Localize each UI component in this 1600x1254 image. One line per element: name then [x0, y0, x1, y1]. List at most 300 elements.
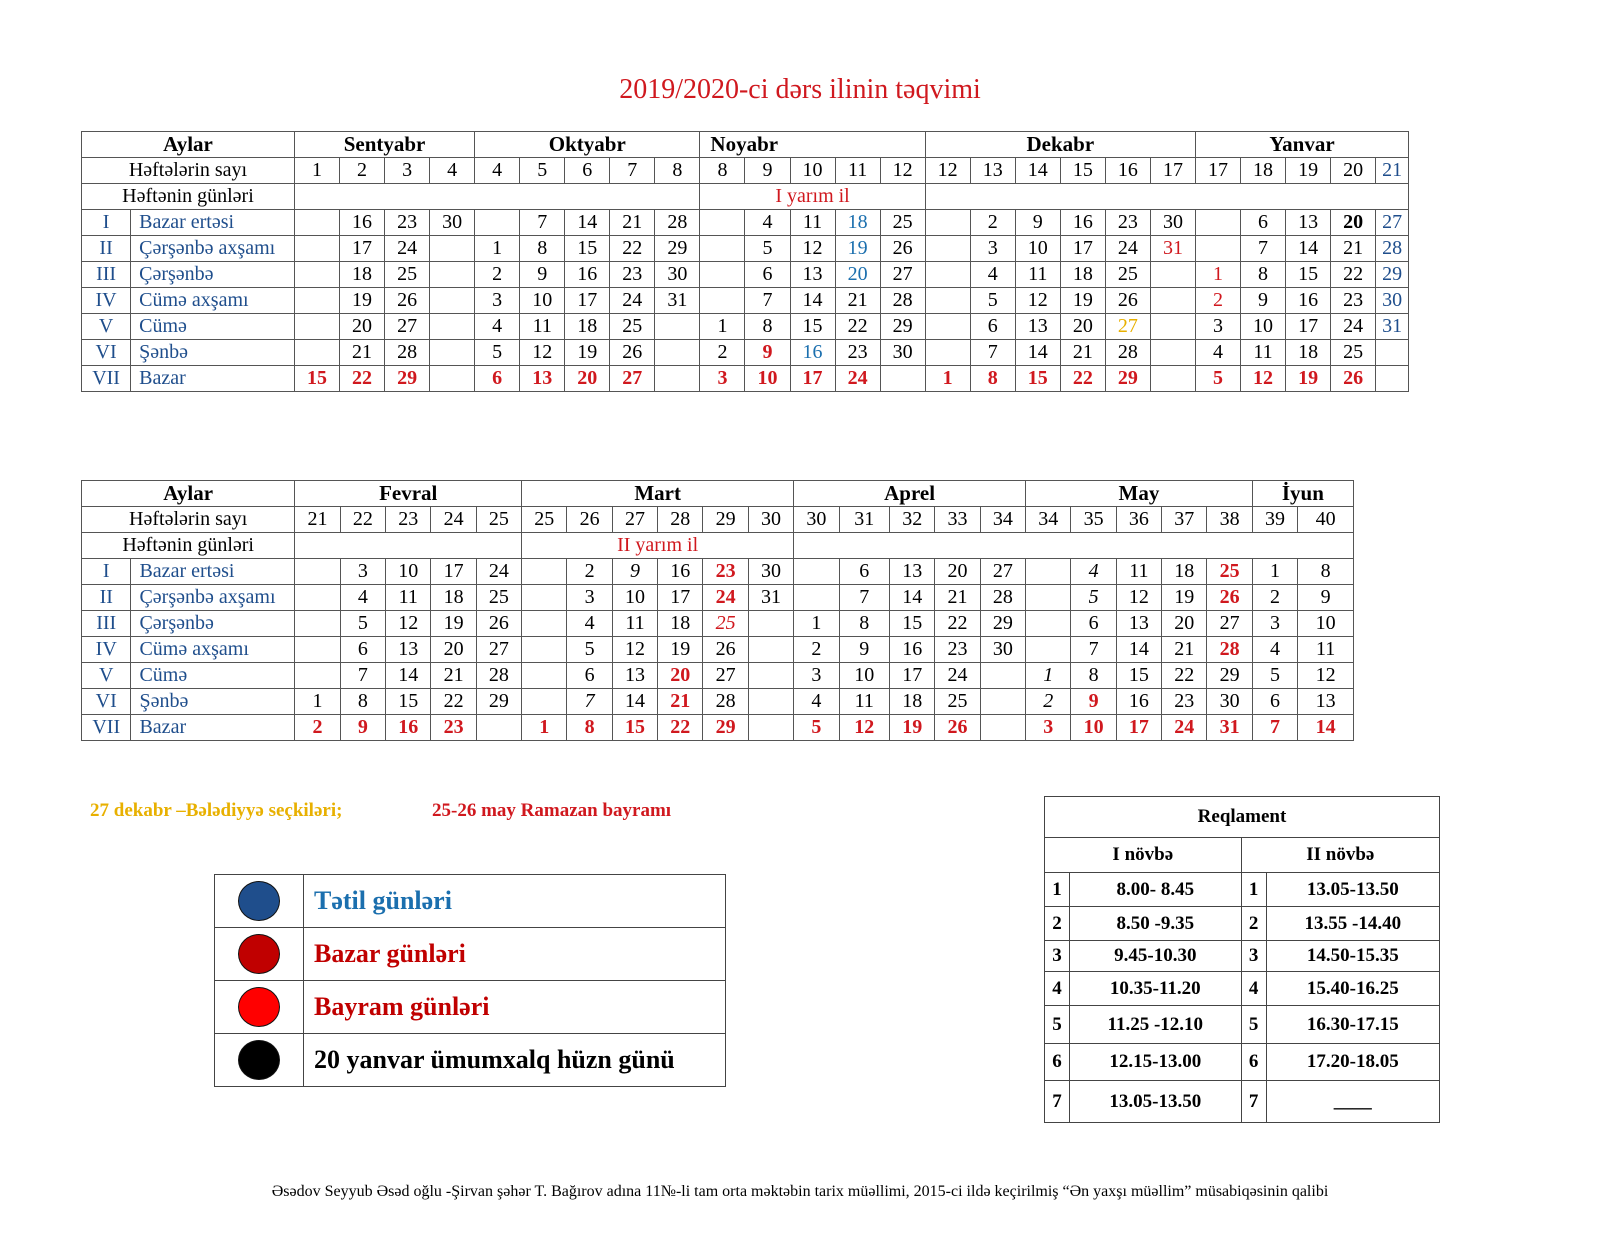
- calendar-day: 9: [839, 637, 890, 663]
- calendar-day: 9: [1241, 288, 1286, 314]
- calendar-day: 21: [1060, 340, 1105, 366]
- calendar-day: 17: [431, 559, 476, 585]
- calendar-day: 13: [790, 262, 835, 288]
- week-number: 28: [658, 507, 703, 533]
- calendar-day: 19: [431, 611, 476, 637]
- calendar-day: 10: [1071, 715, 1116, 741]
- calendar-day: 27: [1207, 611, 1252, 637]
- day-row: [82, 663, 1354, 689]
- calendar-day: 6: [1071, 611, 1116, 637]
- month-header: Fevral: [295, 481, 522, 507]
- calendar-day: 21: [935, 585, 980, 611]
- reglament-row: 1 8.00- 8.45 1 13.05-13.50: [1045, 873, 1440, 907]
- calendar-day: 1: [475, 236, 520, 262]
- calendar-day: 17: [1286, 314, 1331, 340]
- calendar-day: 28: [980, 585, 1025, 611]
- calendar-day: 30: [430, 210, 475, 236]
- roman-numeral: III: [82, 611, 131, 637]
- calendar-day: 20: [835, 262, 880, 288]
- calendar-day: 27: [980, 559, 1025, 585]
- calendar-day: 9: [520, 262, 565, 288]
- calendar-day: 16: [1286, 288, 1331, 314]
- calendar-day: 27: [385, 314, 430, 340]
- calendar-day: 7: [520, 210, 565, 236]
- calendar-day: [1195, 210, 1240, 236]
- week-number: 24: [431, 507, 476, 533]
- calendar-day: 19: [340, 288, 385, 314]
- calendar-day: 1: [925, 366, 970, 392]
- calendar-day: 10: [1015, 236, 1060, 262]
- month-header: Yanvar: [1195, 132, 1408, 158]
- calendar-day: 9: [1015, 210, 1060, 236]
- month-header: Aprel: [794, 481, 1026, 507]
- calendar-day: 20: [1331, 210, 1376, 236]
- calendar-day: 11: [520, 314, 565, 340]
- calendar-day: 14: [790, 288, 835, 314]
- calendar-day: 16: [658, 559, 703, 585]
- calendar-day: 26: [610, 340, 655, 366]
- calendar-day: 25: [476, 585, 521, 611]
- month-header: Oktyabr: [475, 132, 700, 158]
- calendar-day: [925, 210, 970, 236]
- calendar-day: 20: [340, 314, 385, 340]
- calendar-day: 7: [1241, 236, 1286, 262]
- calendar-day: 2: [1026, 689, 1071, 715]
- week-number: 21: [1376, 158, 1409, 184]
- calendar-day: 19: [565, 340, 610, 366]
- week-number: 10: [790, 158, 835, 184]
- week-number: 12: [925, 158, 970, 184]
- sunday-dot-icon: [238, 934, 280, 974]
- calendar-day: 23: [703, 559, 748, 585]
- calendar-day: 11: [1015, 262, 1060, 288]
- calendar-day: [700, 210, 745, 236]
- calendar-day: 31: [655, 288, 700, 314]
- roman-numeral: VII: [82, 366, 131, 392]
- calendar-day: 22: [610, 236, 655, 262]
- calendar-day: 5: [745, 236, 790, 262]
- calendar-day: [430, 236, 475, 262]
- calendar-day: [925, 288, 970, 314]
- calendar-day: 28: [655, 210, 700, 236]
- day-row: [82, 210, 1409, 236]
- calendar-day: 12: [1241, 366, 1286, 392]
- calendar-day: [700, 236, 745, 262]
- week-number: 25: [522, 507, 567, 533]
- calendar-day: 3: [794, 663, 839, 689]
- weekday-name: Şənbə: [131, 689, 295, 715]
- calendar-day: 3: [1195, 314, 1240, 340]
- week-number: 38: [1207, 507, 1252, 533]
- calendar-day: 2: [1252, 585, 1297, 611]
- roman-numeral: III: [82, 262, 131, 288]
- legend-label: Tətil günləri: [304, 875, 726, 928]
- calendar-day: 4: [1195, 340, 1240, 366]
- calendar-day: 24: [935, 663, 980, 689]
- calendar-table-first-half: [81, 131, 1409, 392]
- calendar-day: 23: [610, 262, 655, 288]
- reglament-row: 2 8.50 -9.35 2 13.55 -14.40: [1045, 907, 1440, 941]
- footer-note: Əsədov Seyyub Əsəd oğlu -Şirvan şəhər T. Bağırov adına 11№-li tam orta məktəbin tarix müəllimi, 2015-ci ildə keçirilmiş “Ən yaxşı müəllim” müsabiqəsinin qalibi: [271, 1183, 1329, 1200]
- calendar-day: 31: [1376, 314, 1409, 340]
- calendar-day: 2: [475, 262, 520, 288]
- calendar-day: 17: [790, 366, 835, 392]
- calendar-day: 8: [340, 689, 385, 715]
- week-number: 13: [970, 158, 1015, 184]
- aylar-header: Aylar: [82, 481, 295, 507]
- calendar-day: 15: [612, 715, 657, 741]
- week-number: 40: [1298, 507, 1354, 533]
- roman-numeral: IV: [82, 637, 131, 663]
- calendar-day: [430, 262, 475, 288]
- month-header: Dekabr: [925, 132, 1195, 158]
- calendar-day: 11: [790, 210, 835, 236]
- calendar-day: 19: [1286, 366, 1331, 392]
- calendar-day: 24: [1105, 236, 1150, 262]
- calendar-day: [295, 585, 340, 611]
- calendar-day: 3: [1026, 715, 1071, 741]
- day-row: [82, 340, 1409, 366]
- calendar-day: 19: [1162, 585, 1207, 611]
- roman-numeral: I: [82, 559, 131, 585]
- weeks-row: [82, 507, 1354, 533]
- calendar-day: 29: [1376, 262, 1409, 288]
- calendar-day: 2: [970, 210, 1015, 236]
- calendar-day: [475, 210, 520, 236]
- day-row: [82, 262, 1409, 288]
- calendar-day: [430, 340, 475, 366]
- calendar-day: 16: [890, 637, 935, 663]
- reglament-row: 4 10.35-11.20 4 15.40-16.25: [1045, 972, 1440, 1006]
- calendar-day: 2: [700, 340, 745, 366]
- calendar-day: 10: [745, 366, 790, 392]
- calendar-day: 5: [1071, 585, 1116, 611]
- calendar-day: 17: [340, 236, 385, 262]
- calendar-day: [1026, 559, 1071, 585]
- calendar-day: 9: [340, 715, 385, 741]
- weekdays-row: [82, 533, 1354, 559]
- calendar-day: [925, 262, 970, 288]
- calendar-day: [295, 611, 340, 637]
- calendar-day: 26: [880, 236, 925, 262]
- calendar-day: 19: [658, 637, 703, 663]
- calendar-day: 29: [880, 314, 925, 340]
- calendar-day: 21: [610, 210, 655, 236]
- calendar-day: 9: [1071, 689, 1116, 715]
- calendar-day: 29: [476, 689, 521, 715]
- calendar-day: 12: [1116, 585, 1161, 611]
- calendar-day: [294, 210, 339, 236]
- calendar-day: 17: [890, 663, 935, 689]
- calendar-day: 31: [748, 585, 793, 611]
- calendar-day: [522, 611, 567, 637]
- weekday-name: Bazar ertəsi: [131, 559, 295, 585]
- calendar-day: [748, 611, 793, 637]
- calendar-day: 25: [880, 210, 925, 236]
- calendar-day: 18: [565, 314, 610, 340]
- calendar-day: 16: [565, 262, 610, 288]
- calendar-day: 20: [935, 559, 980, 585]
- calendar-day: 28: [703, 689, 748, 715]
- calendar-day: 25: [703, 611, 748, 637]
- calendar-day: 1: [522, 715, 567, 741]
- calendar-day: 6: [839, 559, 890, 585]
- calendar-day: 25: [610, 314, 655, 340]
- roman-numeral: II: [82, 585, 131, 611]
- calendar-day: 6: [1252, 689, 1297, 715]
- weeks-row: [82, 158, 1409, 184]
- calendar-day: 26: [476, 611, 521, 637]
- calendar-day: 3: [970, 236, 1015, 262]
- month-header: Noyabr: [700, 132, 925, 158]
- calendar-day: 27: [610, 366, 655, 392]
- week-number: 34: [1026, 507, 1071, 533]
- calendar-day: 15: [790, 314, 835, 340]
- day-row: [82, 637, 1354, 663]
- calendar-day: 25: [935, 689, 980, 715]
- week-number: 33: [935, 507, 980, 533]
- reglament-row: 7 13.05-13.50 7 ____: [1045, 1081, 1440, 1123]
- calendar-day: 22: [431, 689, 476, 715]
- calendar-day: 5: [340, 611, 385, 637]
- day-row: [82, 288, 1409, 314]
- week-number: 5: [520, 158, 565, 184]
- note-elections: 27 dekabr –Bələdiyyə seçkiləri;: [90, 800, 343, 821]
- month-header: Mart: [522, 481, 794, 507]
- week-number: 4: [430, 158, 475, 184]
- calendar-day: 15: [294, 366, 339, 392]
- calendar-day: 22: [835, 314, 880, 340]
- calendar-day: 22: [340, 366, 385, 392]
- legend-label: Bayram günləri: [304, 981, 726, 1034]
- legend-table: [214, 874, 726, 1087]
- week-number: 26: [567, 507, 612, 533]
- week-number: 14: [1015, 158, 1060, 184]
- calendar-day: 7: [1071, 637, 1116, 663]
- calendar-day: 8: [839, 611, 890, 637]
- calendar-day: 24: [1162, 715, 1207, 741]
- legend-row: [215, 981, 726, 1034]
- calendar-day: 28: [1207, 637, 1252, 663]
- calendar-day: [294, 236, 339, 262]
- weekday-name: Bazar ertəsi: [131, 210, 295, 236]
- calendar-day: [476, 715, 521, 741]
- weekday-name: Cümə axşamı: [131, 637, 295, 663]
- calendar-day: 14: [890, 585, 935, 611]
- calendar-day: 13: [1298, 689, 1354, 715]
- calendar-day: [748, 637, 793, 663]
- week-number: 30: [748, 507, 793, 533]
- calendar-day: 29: [1105, 366, 1150, 392]
- day-row: [82, 585, 1354, 611]
- week-number: 8: [700, 158, 745, 184]
- week-number: 6: [565, 158, 610, 184]
- calendar-day: 18: [658, 611, 703, 637]
- weekday-name: Çərşənbə: [131, 262, 295, 288]
- month-row: [82, 481, 1354, 507]
- calendar-day: 11: [612, 611, 657, 637]
- reglament-row: 5 11.25 -12.10 5 16.30-17.15: [1045, 1006, 1440, 1044]
- calendar-day: 21: [835, 288, 880, 314]
- calendar-day: 2: [794, 637, 839, 663]
- calendar-day: 23: [1162, 689, 1207, 715]
- reglament-row: 3 9.45-10.30 3 14.50-15.35: [1045, 941, 1440, 972]
- calendar-table-second-half: [81, 480, 1354, 741]
- calendar-day: 27: [1376, 210, 1409, 236]
- calendar-day: 7: [567, 689, 612, 715]
- day-row: [82, 236, 1409, 262]
- calendar-day: 7: [340, 663, 385, 689]
- calendar-day: 5: [970, 288, 1015, 314]
- calendar-day: 25: [1331, 340, 1376, 366]
- calendar-day: 12: [386, 611, 431, 637]
- legend-label: Bazar günləri: [304, 928, 726, 981]
- legend-row: [215, 928, 726, 981]
- shift-one-header: I növbə: [1045, 838, 1242, 873]
- calendar-day: [794, 585, 839, 611]
- calendar-day: 7: [1252, 715, 1297, 741]
- calendar-day: 30: [1150, 210, 1195, 236]
- calendar-day: [295, 663, 340, 689]
- roman-numeral: I: [82, 210, 131, 236]
- week-number: 17: [1150, 158, 1195, 184]
- roman-numeral: VI: [82, 340, 131, 366]
- calendar-day: 4: [1252, 637, 1297, 663]
- calendar-day: [294, 262, 339, 288]
- calendar-day: 16: [340, 210, 385, 236]
- calendar-day: 27: [476, 637, 521, 663]
- calendar-day: 27: [1105, 314, 1150, 340]
- calendar-day: 24: [385, 236, 430, 262]
- calendar-day: 22: [1060, 366, 1105, 392]
- calendar-day: 30: [655, 262, 700, 288]
- calendar-day: [1150, 366, 1195, 392]
- calendar-day: 13: [890, 559, 935, 585]
- calendar-day: 22: [658, 715, 703, 741]
- calendar-day: [1150, 262, 1195, 288]
- calendar-day: 18: [1162, 559, 1207, 585]
- calendar-day: 6: [1241, 210, 1286, 236]
- calendar-day: 4: [1071, 559, 1116, 585]
- calendar-day: 5: [794, 715, 839, 741]
- calendar-day: 17: [565, 288, 610, 314]
- calendar-day: 29: [655, 236, 700, 262]
- calendar-day: 10: [386, 559, 431, 585]
- weekday-name: Şənbə: [131, 340, 295, 366]
- calendar-day: 15: [386, 689, 431, 715]
- week-number: 15: [1060, 158, 1105, 184]
- calendar-day: 13: [520, 366, 565, 392]
- calendar-day: 12: [790, 236, 835, 262]
- week-number: 25: [476, 507, 521, 533]
- calendar-day: 6: [340, 637, 385, 663]
- calendar-day: 23: [431, 715, 476, 741]
- calendar-day: 29: [1207, 663, 1252, 689]
- calendar-day: [1195, 236, 1240, 262]
- calendar-day: [522, 663, 567, 689]
- calendar-day: [522, 637, 567, 663]
- calendar-day: 24: [835, 366, 880, 392]
- calendar-day: 4: [567, 611, 612, 637]
- week-number: 11: [835, 158, 880, 184]
- calendar-day: 12: [839, 715, 890, 741]
- calendar-day: 5: [1252, 663, 1297, 689]
- calendar-day: 5: [567, 637, 612, 663]
- calendar-day: 18: [835, 210, 880, 236]
- calendar-day: 21: [1162, 637, 1207, 663]
- holiday-dot-icon: [238, 881, 280, 921]
- calendar-day: 1: [794, 611, 839, 637]
- calendar-day: 18: [1060, 262, 1105, 288]
- weeks-label: Həftələrin sayı: [82, 507, 295, 533]
- calendar-day: 2: [567, 559, 612, 585]
- calendar-day: 26: [1105, 288, 1150, 314]
- calendar-day: 3: [567, 585, 612, 611]
- day-row: [82, 366, 1409, 392]
- calendar-day: [1150, 340, 1195, 366]
- week-number: 3: [385, 158, 430, 184]
- calendar-day: 10: [520, 288, 565, 314]
- calendar-day: 16: [1116, 689, 1161, 715]
- half-year-label: I yarım il: [700, 184, 925, 210]
- calendar-day: 1: [295, 689, 340, 715]
- calendar-day: 23: [1331, 288, 1376, 314]
- weekday-name: Çərşənbə axşamı: [131, 585, 295, 611]
- calendar-day: [294, 340, 339, 366]
- calendar-day: [1150, 314, 1195, 340]
- calendar-day: 3: [1252, 611, 1297, 637]
- calendar-day: 20: [1162, 611, 1207, 637]
- calendar-day: 12: [1298, 663, 1354, 689]
- calendar-day: 30: [980, 637, 1025, 663]
- calendar-day: 24: [703, 585, 748, 611]
- calendar-day: 1: [1195, 262, 1240, 288]
- calendar-day: [294, 314, 339, 340]
- week-number: 4: [475, 158, 520, 184]
- calendar-day: 18: [1286, 340, 1331, 366]
- calendar-day: 18: [340, 262, 385, 288]
- weekday-name: Çərşənbə axşamı: [131, 236, 295, 262]
- roman-numeral: V: [82, 314, 131, 340]
- month-header: İyun: [1252, 481, 1353, 507]
- calendar-day: 14: [565, 210, 610, 236]
- calendar-day: 18: [431, 585, 476, 611]
- calendar-day: 12: [1015, 288, 1060, 314]
- calendar-day: 15: [1015, 366, 1060, 392]
- week-number: 16: [1105, 158, 1150, 184]
- calendar-day: 21: [658, 689, 703, 715]
- calendar-day: 26: [703, 637, 748, 663]
- calendar-day: [295, 637, 340, 663]
- calendar-day: 10: [1298, 611, 1354, 637]
- calendar-day: 10: [612, 585, 657, 611]
- calendar-day: 29: [385, 366, 430, 392]
- calendar-day: 13: [1116, 611, 1161, 637]
- calendar-day: 3: [340, 559, 385, 585]
- calendar-day: [1026, 611, 1071, 637]
- calendar-day: 4: [475, 314, 520, 340]
- calendar-day: 1: [700, 314, 745, 340]
- calendar-day: 23: [1105, 210, 1150, 236]
- calendar-day: 14: [1298, 715, 1354, 741]
- legend-label: 20 yanvar ümumxalq hüzn günü: [304, 1034, 726, 1087]
- calendar-day: [700, 262, 745, 288]
- calendar-day: 10: [839, 663, 890, 689]
- calendar-day: 5: [1195, 366, 1240, 392]
- calendar-day: 28: [880, 288, 925, 314]
- calendar-day: 3: [700, 366, 745, 392]
- week-number: 23: [386, 507, 431, 533]
